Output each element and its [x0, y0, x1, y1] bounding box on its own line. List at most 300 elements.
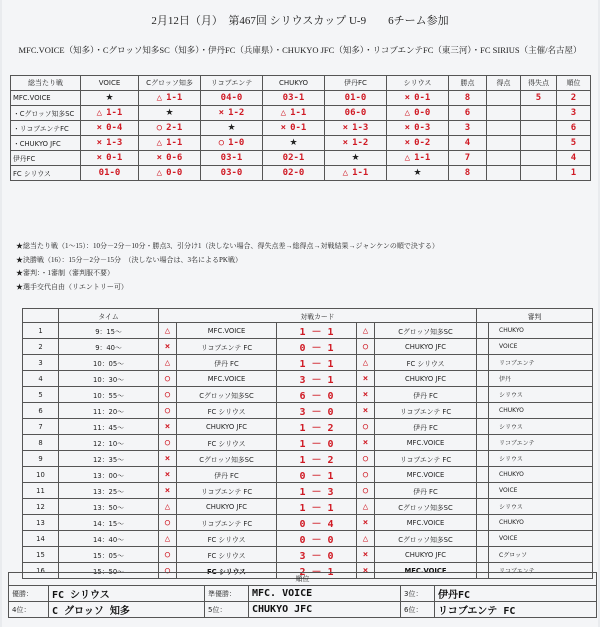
goals-cell	[487, 121, 521, 136]
match-result-cell	[81, 106, 139, 121]
match-result-cell	[387, 91, 449, 106]
match-score: 2 － 1	[277, 563, 357, 579]
match-result-cell	[387, 136, 449, 151]
away-team: MFC.VOICE	[375, 435, 477, 451]
rank-cell: 4	[557, 151, 591, 166]
rule-line: ★審判：・1審制（審判服不要）	[16, 269, 114, 277]
match-result-cell	[139, 121, 201, 136]
schedule-row	[23, 451, 593, 467]
away-team: MFC.VOICE	[375, 515, 477, 531]
match-number: 1	[23, 323, 59, 339]
schedule-row	[23, 547, 593, 563]
goals-cell	[487, 91, 521, 106]
schedule-header-match: 対戦カード	[159, 309, 477, 323]
points-cell: 4	[449, 136, 487, 151]
results-sheet	[2, 0, 598, 627]
kickoff-time: 10：05～	[59, 355, 159, 371]
referee-team: シリウス	[489, 419, 593, 435]
away-team: FC シリウス	[375, 355, 477, 371]
result-score: 01-0	[344, 93, 367, 103]
match-number: 16	[23, 563, 59, 579]
result-mark: △	[156, 138, 163, 148]
home-team: リコブエンテ FC	[177, 483, 277, 499]
referee-mark	[477, 483, 489, 499]
match-result-cell	[325, 91, 387, 106]
round-robin-header-cell: 総当たり戦	[11, 76, 81, 91]
match-number: 4	[23, 371, 59, 387]
match-score: 6 － 0	[277, 387, 357, 403]
home-result-mark: △	[159, 531, 177, 547]
match-result-cell	[139, 166, 201, 181]
team-name: 伊丹FC	[11, 151, 81, 166]
result-mark: ×	[96, 138, 103, 148]
away-result-mark: ×	[357, 563, 375, 579]
match-result-cell	[325, 166, 387, 181]
match-result-cell	[263, 151, 325, 166]
away-result-mark: ×	[357, 371, 375, 387]
kickoff-time: 12：35～	[59, 451, 159, 467]
rank-cell: 6	[557, 121, 591, 136]
ranking-row	[9, 586, 597, 602]
match-result-cell	[325, 136, 387, 151]
referee-mark	[477, 339, 489, 355]
referee-mark	[477, 371, 489, 387]
final-ranking-table	[8, 572, 597, 618]
home-team: リコブエンテ FC	[177, 339, 277, 355]
rank-cell: 3	[557, 106, 591, 121]
home-result-mark: ○	[159, 515, 177, 531]
home-result-mark: ×	[159, 451, 177, 467]
result-score: 1-2	[228, 108, 245, 118]
match-number: 7	[23, 419, 59, 435]
match-number: 6	[23, 403, 59, 419]
result-mark: ○	[218, 138, 225, 148]
rule-line: ★総当たり戦（1～15）：10分－2分－10分・勝点3、引分け1（決しない場合、得失点差→総得点→対戦結果→ジャンケンの順で決する）	[16, 242, 439, 250]
away-result-mark: △	[357, 355, 375, 371]
round-robin-row	[11, 151, 591, 166]
goal-diff-cell	[521, 151, 557, 166]
match-score: 1 － 1	[277, 323, 357, 339]
points-cell: 6	[449, 106, 487, 121]
match-result-cell	[263, 91, 325, 106]
match-result-cell	[263, 121, 325, 136]
match-result-cell	[387, 151, 449, 166]
match-number: 10	[23, 467, 59, 483]
round-robin-header-cell: 得点	[487, 76, 521, 91]
match-result-cell	[201, 106, 263, 121]
goals-cell	[487, 136, 521, 151]
ranking-label: 4位：	[9, 602, 49, 618]
referee-team: シリウス	[489, 451, 593, 467]
ranking-sixth: リコブエンテ FC	[435, 602, 597, 618]
result-mark: ○	[156, 123, 163, 133]
ranking-second: MFC. VOICE	[249, 586, 401, 602]
schedule-row	[23, 515, 593, 531]
match-score: 1 － 0	[277, 435, 357, 451]
home-team: MFC.VOICE	[177, 323, 277, 339]
away-result-mark: ○	[357, 339, 375, 355]
match-result-cell	[387, 121, 449, 136]
referee-team: VOICE	[489, 339, 593, 355]
away-team: Cグロッソ知多SC	[375, 531, 477, 547]
round-robin-header-cell: VOICE	[81, 76, 139, 91]
kickoff-time: 14：40～	[59, 531, 159, 547]
ranking-label: 優勝：	[9, 586, 49, 602]
match-result-cell	[263, 106, 325, 121]
schedule-table	[22, 308, 593, 579]
referee-team: リコブエンテ	[489, 435, 593, 451]
self-match-star: ★	[139, 106, 201, 121]
schedule-header-no	[23, 309, 59, 323]
result-mark: ×	[280, 123, 287, 133]
result-mark: ×	[156, 153, 163, 163]
goals-cell	[487, 166, 521, 181]
match-score: 0 － 1	[277, 339, 357, 355]
home-team: CHUKYO JFC	[177, 419, 277, 435]
schedule-row	[23, 435, 593, 451]
away-team: CHUKYO JFC	[375, 371, 477, 387]
match-score: 3 － 0	[277, 547, 357, 563]
participating-teams: MFC.VOICE（知多）・Cグロッソ知多SC（知多）・伊丹FC（兵庫県）・CHUKYO JFC（知多）・リコブエンテFC（東三河）・FC SIRIUS（主催/名古屋）	[18, 45, 582, 55]
referee-team: VOICE	[489, 483, 593, 499]
result-score: 1-1	[414, 153, 431, 163]
away-team: 伊丹 FC	[375, 387, 477, 403]
kickoff-time: 13：50～	[59, 499, 159, 515]
referee-mark	[477, 403, 489, 419]
home-result-mark: ○	[159, 403, 177, 419]
referee-mark	[477, 531, 489, 547]
result-score: 1-1	[166, 138, 183, 148]
result-score: 0-1	[106, 153, 123, 163]
rank-cell: 2	[557, 91, 591, 106]
away-result-mark: △	[357, 499, 375, 515]
match-result-cell	[139, 151, 201, 166]
referee-mark	[477, 355, 489, 371]
kickoff-time: 13：25～	[59, 483, 159, 499]
schedule-row	[23, 323, 593, 339]
team-name: ・CHUKYO JFC	[11, 136, 81, 151]
match-result-cell	[81, 136, 139, 151]
home-result-mark: ×	[159, 419, 177, 435]
goal-diff-cell	[521, 106, 557, 121]
kickoff-time: 15：50～	[59, 563, 159, 579]
home-team: Cグロッソ知多SC	[177, 451, 277, 467]
ranking-fifth: CHUKYO JFC	[249, 602, 401, 618]
away-team: Cグロッソ知多SC	[375, 499, 477, 515]
referee-mark	[477, 515, 489, 531]
kickoff-time: 10：55～	[59, 387, 159, 403]
result-score: 1-3	[352, 123, 369, 133]
result-mark: ×	[404, 123, 411, 133]
match-result-cell	[325, 121, 387, 136]
result-mark: △	[280, 108, 287, 118]
team-name: ・リコブエンテFC	[11, 121, 81, 136]
kickoff-time: 11：45～	[59, 419, 159, 435]
round-robin-row	[11, 121, 591, 136]
result-score: 04-0	[220, 93, 243, 103]
goal-diff-cell	[521, 136, 557, 151]
round-robin-header-cell: CHUKYO	[263, 76, 325, 91]
result-score: 01-0	[98, 168, 121, 178]
away-result-mark: ○	[357, 467, 375, 483]
match-score: 1 － 2	[277, 419, 357, 435]
ranking-first: FC シリウス	[49, 586, 205, 602]
referee-team: CHUKYO	[489, 323, 593, 339]
home-team: リコブエンテ FC	[177, 515, 277, 531]
goal-diff-cell	[521, 121, 557, 136]
match-result-cell	[201, 166, 263, 181]
team-name: MFC.VOICE	[11, 91, 81, 106]
rule-line: ★選手交代自由（リエントリー可）	[16, 282, 128, 291]
home-result-mark: ×	[159, 339, 177, 355]
referee-team: CHUKYO	[489, 515, 593, 531]
match-result-cell	[201, 136, 263, 151]
home-team: FC シリウス	[177, 435, 277, 451]
home-team: MFC.VOICE	[177, 371, 277, 387]
home-team: 伊丹 FC	[177, 355, 277, 371]
kickoff-time: 13：00～	[59, 467, 159, 483]
away-result-mark: ○	[357, 483, 375, 499]
match-score: 0 － 1	[277, 467, 357, 483]
home-result-mark: △	[159, 499, 177, 515]
match-number: 3	[23, 355, 59, 371]
result-score: 1-1	[166, 93, 183, 103]
kickoff-time: 9：40～	[59, 339, 159, 355]
round-robin-header-cell: 勝点	[449, 76, 487, 91]
points-cell: 8	[449, 166, 487, 181]
match-score: 1 － 1	[277, 499, 357, 515]
result-score: 0-0	[414, 108, 431, 118]
schedule-header	[23, 309, 593, 323]
away-result-mark: △	[357, 323, 375, 339]
home-team: Cグロッソ知多SC	[177, 387, 277, 403]
home-result-mark: ○	[159, 435, 177, 451]
result-score: 0-1	[414, 93, 431, 103]
ranking-label: 3位：	[401, 586, 435, 602]
away-team: CHUKYO JFC	[375, 547, 477, 563]
match-result-cell	[201, 151, 263, 166]
tournament-title: 2月12日（月） 第467回 シリウスカップ U-9 6チーム参加	[151, 15, 449, 27]
away-team: リコブエンテ FC	[375, 403, 477, 419]
match-number: 14	[23, 531, 59, 547]
home-team: FC シリウス	[177, 531, 277, 547]
result-score: 1-3	[106, 138, 123, 148]
referee-mark	[477, 323, 489, 339]
round-robin-header-cell: Cグロッソ知多	[139, 76, 201, 91]
round-robin-row	[11, 91, 591, 106]
home-result-mark: ○	[159, 387, 177, 403]
goals-cell	[487, 151, 521, 166]
match-result-cell	[81, 166, 139, 181]
away-result-mark: ○	[357, 419, 375, 435]
match-number: 11	[23, 483, 59, 499]
kickoff-time: 9：15～	[59, 323, 159, 339]
result-score: 1-1	[290, 108, 307, 118]
result-score: 0-4	[106, 123, 123, 133]
match-result-cell	[387, 106, 449, 121]
result-score: 1-0	[228, 138, 245, 148]
result-score: 2-1	[166, 123, 183, 133]
schedule-row	[23, 467, 593, 483]
result-mark: ×	[96, 153, 103, 163]
match-number: 12	[23, 499, 59, 515]
referee-mark	[477, 435, 489, 451]
referee-mark	[477, 419, 489, 435]
match-number: 9	[23, 451, 59, 467]
match-number: 15	[23, 547, 59, 563]
result-score: 06-0	[344, 108, 367, 118]
match-score: 1 － 1	[277, 355, 357, 371]
result-score: 1-1	[352, 168, 369, 178]
result-mark: △	[96, 108, 103, 118]
referee-team: VOICE	[489, 531, 593, 547]
home-team: FC シリウス	[177, 547, 277, 563]
referee-mark	[477, 547, 489, 563]
schedule-header-time: タイム	[59, 309, 159, 323]
schedule-row	[23, 371, 593, 387]
away-team: MFC.VOICE	[375, 467, 477, 483]
home-result-mark: ○	[159, 563, 177, 579]
schedule-row	[23, 339, 593, 355]
result-score: 02-1	[282, 153, 305, 163]
match-number: 13	[23, 515, 59, 531]
self-match-star: ★	[387, 166, 449, 181]
match-score: 1 － 2	[277, 451, 357, 467]
referee-mark	[477, 451, 489, 467]
round-robin-row	[11, 136, 591, 151]
away-team: Cグロッソ知多SC	[375, 323, 477, 339]
referee-team: Cグロッソ	[489, 547, 593, 563]
kickoff-time: 14：15～	[59, 515, 159, 531]
result-mark: ×	[404, 93, 411, 103]
result-mark: ×	[342, 123, 349, 133]
referee-team: リコブエンテ	[489, 355, 593, 371]
schedule-row	[23, 483, 593, 499]
self-match-star: ★	[81, 91, 139, 106]
away-team: CHUKYO JFC	[375, 339, 477, 355]
round-robin-header-cell: リコブエンテ	[201, 76, 263, 91]
match-result-cell	[139, 91, 201, 106]
result-mark: △	[404, 153, 411, 163]
home-team: 伊丹 FC	[177, 467, 277, 483]
ranking-row	[9, 602, 597, 618]
points-cell: 8	[449, 91, 487, 106]
match-score: 0 － 0	[277, 531, 357, 547]
match-number: 8	[23, 435, 59, 451]
team-name: ・Cグロッソ知多SC	[11, 106, 81, 121]
result-mark: ×	[404, 138, 411, 148]
schedule-row	[23, 403, 593, 419]
referee-team: 伊丹	[489, 371, 593, 387]
result-score: 0-0	[166, 168, 183, 178]
round-robin-header	[11, 76, 591, 91]
match-result-cell	[81, 151, 139, 166]
result-score: 0-1	[290, 123, 307, 133]
away-result-mark: ×	[357, 387, 375, 403]
home-result-mark: ×	[159, 483, 177, 499]
ranking-label: 準優勝：	[205, 586, 249, 602]
result-score: 0-2	[414, 138, 431, 148]
away-result-mark: ×	[357, 403, 375, 419]
result-score: 0-6	[166, 153, 183, 163]
match-result-cell	[139, 136, 201, 151]
referee-mark	[477, 467, 489, 483]
ranking-label: 6位：	[401, 602, 435, 618]
result-mark: ×	[96, 123, 103, 133]
round-robin-header-cell: 伊丹FC	[325, 76, 387, 91]
result-mark: △	[342, 168, 349, 178]
schedule-row	[23, 355, 593, 371]
match-score: 3 － 1	[277, 371, 357, 387]
result-score: 1-1	[106, 108, 123, 118]
ranking-header: 順位	[9, 573, 597, 586]
ranking-third: 伊丹FC	[435, 586, 597, 602]
schedule-row	[23, 387, 593, 403]
rule-line: ★決勝戦（16）：15分－2分－15分 （決しない場合は、3名によるPK戦）	[16, 255, 242, 264]
ranking-fourth: C グロッソ 知多	[49, 602, 205, 618]
away-result-mark: ×	[357, 435, 375, 451]
schedule-header-referee: 審判	[477, 309, 593, 323]
referee-mark	[477, 499, 489, 515]
goals-cell	[487, 106, 521, 121]
match-result-cell	[263, 166, 325, 181]
round-robin-header-cell: 順位	[557, 76, 591, 91]
referee-team: CHUKYO	[489, 403, 593, 419]
match-number: 5	[23, 387, 59, 403]
match-score: 3 － 0	[277, 403, 357, 419]
home-result-mark: ○	[159, 371, 177, 387]
result-score: 03-1	[220, 153, 243, 163]
away-result-mark: ×	[357, 547, 375, 563]
kickoff-time: 15：05～	[59, 547, 159, 563]
kickoff-time: 12：10～	[59, 435, 159, 451]
match-score: 1 － 3	[277, 483, 357, 499]
schedule-row	[23, 419, 593, 435]
round-robin-header-cell: 得失点	[521, 76, 557, 91]
referee-team: シリウス	[489, 387, 593, 403]
home-team: CHUKYO JFC	[177, 499, 277, 515]
away-result-mark: △	[357, 531, 375, 547]
match-result-cell	[325, 106, 387, 121]
referee-mark	[477, 387, 489, 403]
result-score: 0-3	[414, 123, 431, 133]
match-number: 2	[23, 339, 59, 355]
away-team: 伊丹 FC	[375, 483, 477, 499]
self-match-star: ★	[325, 151, 387, 166]
match-score: 0 － 4	[277, 515, 357, 531]
team-name: FC シリウス	[11, 166, 81, 181]
result-mark: △	[404, 108, 411, 118]
referee-team: シリウス	[489, 499, 593, 515]
result-score: 03-1	[282, 93, 305, 103]
ranking-label: 5位：	[205, 602, 249, 618]
away-result-mark: ○	[357, 451, 375, 467]
self-match-star: ★	[263, 136, 325, 151]
home-result-mark: △	[159, 355, 177, 371]
kickoff-time: 11：20～	[59, 403, 159, 419]
away-result-mark: ×	[357, 515, 375, 531]
kickoff-time: 10：30～	[59, 371, 159, 387]
match-result-cell	[201, 91, 263, 106]
result-mark: ×	[218, 108, 225, 118]
round-robin-row	[11, 106, 591, 121]
result-mark: △	[156, 168, 163, 178]
goal-diff-cell	[521, 166, 557, 181]
schedule-row	[23, 531, 593, 547]
home-team: FC シリウス	[177, 403, 277, 419]
points-cell: 7	[449, 151, 487, 166]
result-mark: △	[156, 93, 163, 103]
